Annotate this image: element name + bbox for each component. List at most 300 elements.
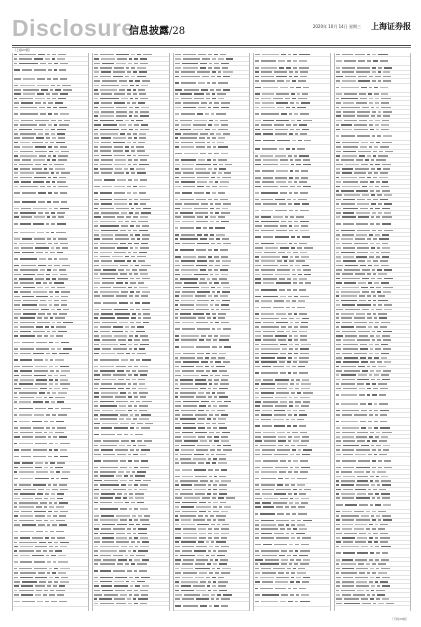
table-cell <box>116 366 126 368</box>
table-cell <box>14 278 17 280</box>
table-cell <box>144 440 152 442</box>
table-cell <box>137 67 145 69</box>
table-cell <box>290 186 294 188</box>
table-cell <box>139 230 148 232</box>
table-cell <box>49 291 53 293</box>
table-cell <box>53 107 56 109</box>
table-cell <box>382 247 390 249</box>
table-cell <box>295 348 298 350</box>
table-cell <box>304 140 311 142</box>
table-cell <box>354 528 364 530</box>
table-row <box>13 66 88 75</box>
table-cell <box>336 344 342 346</box>
table-cell <box>212 82 216 84</box>
disclosure-table <box>12 53 411 611</box>
table-cell <box>221 605 228 607</box>
table-cell <box>301 440 309 442</box>
table-cell <box>336 460 340 462</box>
table-cell <box>357 476 368 478</box>
table-cell <box>175 164 180 166</box>
table-cell <box>183 54 196 56</box>
table-cell <box>297 247 302 249</box>
table-cell <box>301 405 310 407</box>
table-cell <box>45 601 49 603</box>
table-cell <box>134 537 138 539</box>
table-cell <box>50 520 54 522</box>
table-cell <box>376 598 381 600</box>
table-cell <box>46 489 50 491</box>
table-cell <box>354 317 365 319</box>
table-cell <box>51 133 55 135</box>
table-cell <box>175 590 179 592</box>
table-cell <box>264 252 276 254</box>
table-cell <box>216 89 221 91</box>
table-cell <box>361 142 368 144</box>
table-cell <box>20 124 38 126</box>
table-cell <box>224 506 231 508</box>
table-cell <box>336 585 341 587</box>
table-cell <box>54 300 59 302</box>
table-cell <box>294 113 297 115</box>
table-cell <box>217 328 220 330</box>
table-cell <box>221 221 228 223</box>
table-cell <box>370 142 374 144</box>
table-cell <box>219 405 228 407</box>
table-cell <box>33 449 47 451</box>
table-cell <box>221 322 229 324</box>
table-cell <box>292 331 297 333</box>
table-cell <box>181 295 193 297</box>
table-cell <box>20 282 34 284</box>
table-cell <box>46 278 50 280</box>
table-cell <box>296 383 299 385</box>
table-cell <box>20 379 34 381</box>
table-cell <box>342 524 353 526</box>
table-cell <box>290 322 293 324</box>
table-cell <box>380 581 387 583</box>
table-cell <box>33 331 45 333</box>
table-cell <box>292 269 296 271</box>
table-cell <box>255 513 258 515</box>
table-cell <box>211 541 215 543</box>
table-cell <box>223 361 230 363</box>
table-cell <box>356 190 368 192</box>
table-cell <box>48 581 52 583</box>
table-cell <box>175 546 180 548</box>
table-cell <box>37 322 50 324</box>
table-cell <box>255 296 260 298</box>
table-cell <box>264 440 276 442</box>
table-cell <box>220 249 228 251</box>
table-cell <box>61 300 68 302</box>
table-cell <box>303 577 311 579</box>
table-cell <box>45 252 48 254</box>
table-cell <box>286 107 290 109</box>
table-cell <box>280 401 288 403</box>
table-cell <box>295 467 299 469</box>
table-cell <box>127 533 131 535</box>
table-cell <box>216 113 226 115</box>
table-cell <box>182 370 194 372</box>
table-cell <box>255 76 259 78</box>
table-cell <box>175 269 179 271</box>
table-cell <box>182 414 194 416</box>
table-cell <box>54 568 58 570</box>
table-cell <box>263 133 273 135</box>
table-cell <box>114 598 125 600</box>
table-cell <box>301 544 309 546</box>
table-cell <box>224 172 231 174</box>
table-cell <box>206 541 209 543</box>
table-cell <box>56 531 64 533</box>
table-cell <box>125 76 129 78</box>
table-cell <box>289 260 293 262</box>
table-cell <box>214 67 219 69</box>
table-cell <box>61 172 69 174</box>
table-cell <box>20 223 30 225</box>
table-cell <box>138 515 142 517</box>
table-cell <box>14 247 19 249</box>
table-cell <box>373 155 376 157</box>
table-cell <box>37 85 50 87</box>
table-cell <box>48 456 52 458</box>
table-cell <box>343 552 355 554</box>
table-row <box>254 189 329 198</box>
table-cell <box>55 342 59 344</box>
table-cell <box>303 87 310 89</box>
table-cell <box>135 493 144 495</box>
table-cell <box>130 475 134 477</box>
table-cell <box>336 594 340 596</box>
table-cell <box>61 296 68 298</box>
table-cell <box>52 216 56 218</box>
table-cell <box>134 410 138 412</box>
table-cell <box>336 335 343 337</box>
table-cell <box>175 489 180 491</box>
table-cell <box>223 287 230 289</box>
table-cell <box>303 449 312 451</box>
table-cell <box>288 471 292 473</box>
table-cell <box>279 67 285 69</box>
table-cell <box>22 304 37 306</box>
table-cell <box>286 572 289 574</box>
table-cell <box>293 588 296 590</box>
table-cell <box>127 133 131 135</box>
table-cell <box>50 531 54 533</box>
table-cell <box>183 186 195 188</box>
table-cell <box>199 405 206 407</box>
table-cell <box>212 58 216 60</box>
table-cell <box>275 199 284 201</box>
table-cell <box>368 326 372 328</box>
table-cell <box>336 287 340 289</box>
table-cell <box>342 432 356 434</box>
table-cell <box>300 460 308 462</box>
table-cell <box>19 443 32 445</box>
table-cell <box>137 423 142 425</box>
table-cell <box>35 432 41 434</box>
table-cell <box>263 186 278 188</box>
table-cell <box>19 408 33 410</box>
table-cell <box>60 542 69 544</box>
table-cell <box>197 216 203 218</box>
table-cell <box>183 436 196 438</box>
table-cell <box>14 537 18 539</box>
table-cell <box>94 427 99 429</box>
table-cell <box>376 515 379 517</box>
table-cell <box>261 313 275 315</box>
table-cell <box>368 300 371 302</box>
table-cell <box>336 111 342 113</box>
table-cell <box>262 274 274 276</box>
table-cell <box>14 555 18 557</box>
table-cell <box>134 570 137 572</box>
table-cell <box>295 170 299 172</box>
continuation-note: （上接27版） <box>13 48 32 52</box>
table-cell <box>21 375 31 377</box>
table-cell <box>128 550 131 552</box>
table-cell <box>60 208 68 210</box>
table-cell <box>263 282 274 284</box>
table-cell <box>343 467 354 469</box>
table-cell <box>136 309 140 311</box>
table-cell <box>295 159 301 161</box>
table-cell <box>19 54 35 56</box>
table-cell <box>291 236 295 238</box>
table-cell <box>175 353 181 355</box>
table-cell <box>35 443 47 445</box>
table-cell <box>194 93 204 95</box>
table-cell <box>45 142 48 144</box>
table-cell <box>199 572 207 574</box>
table-cell <box>255 478 259 480</box>
table-cell <box>57 493 64 495</box>
table-cell <box>261 353 278 355</box>
table-cell <box>289 192 292 194</box>
table-cell <box>116 541 128 543</box>
table-cell <box>371 115 375 117</box>
table-cell <box>357 67 370 69</box>
table-cell <box>370 552 374 554</box>
table-cell <box>198 462 204 464</box>
table-cell <box>199 137 205 139</box>
table-cell <box>138 313 141 315</box>
table-cell <box>43 164 47 166</box>
table-cell <box>144 515 150 517</box>
table-cell <box>262 181 273 183</box>
table-cell <box>129 58 133 60</box>
table-cell <box>366 383 369 385</box>
table-cell <box>196 309 209 311</box>
table-cell <box>255 440 262 442</box>
table-cell <box>50 89 54 91</box>
table-cell <box>100 115 114 117</box>
table-cell <box>135 247 138 249</box>
table-cell <box>175 445 179 447</box>
table-cell <box>125 331 128 333</box>
table-cell <box>284 260 287 262</box>
table-cell <box>39 124 45 126</box>
table-cell <box>34 414 45 416</box>
table-cell <box>175 563 180 565</box>
table-cell <box>136 85 139 87</box>
table-cell <box>219 164 223 166</box>
table-cell <box>121 225 128 227</box>
table-cell <box>175 379 178 381</box>
table-cell <box>34 58 43 60</box>
table-cell <box>336 304 340 306</box>
table-cell <box>53 269 57 271</box>
table-cell <box>57 401 65 403</box>
table-cell <box>141 107 149 109</box>
table-cell <box>336 135 339 137</box>
table-cell <box>197 423 204 425</box>
table-cell <box>180 278 198 280</box>
table-cell <box>261 67 277 69</box>
table-cell <box>14 342 20 344</box>
table-cell <box>219 458 227 460</box>
table-cell <box>20 269 37 271</box>
table-cell <box>211 454 214 456</box>
table-cell <box>123 497 127 499</box>
table-cell <box>181 506 194 508</box>
table-cell <box>94 370 97 372</box>
table-cell <box>369 146 372 148</box>
table-cell <box>36 379 47 381</box>
table-cell <box>206 370 209 372</box>
table-cell <box>215 322 219 324</box>
table-cell <box>336 366 339 368</box>
table-cell <box>175 146 179 148</box>
table-cell <box>19 506 33 508</box>
table-cell <box>263 379 273 381</box>
table-cell <box>52 427 55 429</box>
table-cell <box>59 124 69 126</box>
table-cell <box>358 331 369 333</box>
table-cell <box>143 317 150 319</box>
table-cell <box>222 67 228 69</box>
table-cell <box>207 159 211 161</box>
table-cell <box>265 559 280 561</box>
table-cell <box>376 432 380 434</box>
table-cell <box>175 383 178 385</box>
table-cell <box>133 142 137 144</box>
table-cell <box>294 313 297 315</box>
table-cell <box>288 436 292 438</box>
table-cell <box>357 247 369 249</box>
table-cell <box>336 313 339 315</box>
table-row <box>174 110 249 119</box>
table-cell <box>290 454 294 456</box>
table-cell <box>291 478 295 480</box>
table-cell <box>14 274 21 276</box>
table-cell <box>376 577 380 579</box>
table-cell <box>194 454 204 456</box>
table-cell <box>23 388 38 390</box>
table-cell <box>367 295 371 297</box>
table-cell <box>370 370 374 372</box>
table-cell <box>20 331 31 333</box>
continued-note: （下转29版） <box>390 617 409 621</box>
table-cell <box>36 397 42 399</box>
table-cell <box>336 511 341 513</box>
table-cell <box>278 60 285 62</box>
table-cell <box>14 85 18 87</box>
table-cell <box>343 111 355 113</box>
table-cell <box>380 60 388 62</box>
table-cell <box>33 181 45 183</box>
table-cell <box>129 559 132 561</box>
table-cell <box>132 353 136 355</box>
table-cell <box>45 537 49 539</box>
table-cell <box>372 339 375 341</box>
table-cell <box>114 585 127 587</box>
table-cell <box>383 80 391 82</box>
table-cell <box>273 98 283 100</box>
table-cell <box>262 102 274 104</box>
table-cell <box>103 460 118 462</box>
table-cell <box>262 410 272 412</box>
table-cell <box>181 484 192 486</box>
table-cell <box>255 80 259 82</box>
table-cell <box>217 287 221 289</box>
table-cell <box>20 359 32 361</box>
table-cell <box>344 269 360 271</box>
table-cell <box>295 322 299 324</box>
table-cell <box>370 476 374 478</box>
table-cell <box>133 192 137 194</box>
table-cell <box>354 124 367 126</box>
table-cell <box>299 124 307 126</box>
table-cell <box>47 269 51 271</box>
table-row <box>254 57 329 66</box>
table-cell <box>126 379 130 381</box>
table-cell <box>221 256 228 258</box>
table-cell <box>50 421 54 423</box>
table-cell <box>125 146 129 148</box>
table-cell <box>59 524 67 526</box>
table-cell <box>193 519 204 521</box>
table-cell <box>336 155 340 157</box>
table-cell <box>137 502 144 504</box>
table-cell <box>208 502 211 504</box>
table-cell <box>134 489 137 491</box>
table-cell <box>218 357 225 359</box>
table-cell <box>336 515 340 517</box>
table-cell <box>175 98 179 100</box>
table-cell <box>197 555 204 557</box>
table-cell <box>297 572 305 574</box>
table-cell <box>58 137 65 139</box>
table-cell <box>216 208 220 210</box>
table-cell <box>209 476 212 478</box>
table-cell <box>221 274 228 276</box>
table-cell <box>196 304 207 306</box>
table-cell <box>139 93 146 95</box>
table-cell <box>263 140 275 142</box>
table-cell <box>129 335 133 337</box>
table-cell <box>286 331 290 333</box>
table-cell <box>195 568 210 570</box>
table-cell <box>336 348 341 350</box>
table-cell <box>184 153 198 155</box>
table-cell <box>138 388 148 390</box>
table-cell <box>94 519 98 521</box>
table-cell <box>375 120 380 122</box>
table-cell <box>375 414 379 416</box>
table-cell <box>299 489 302 491</box>
table-cell <box>22 462 33 464</box>
